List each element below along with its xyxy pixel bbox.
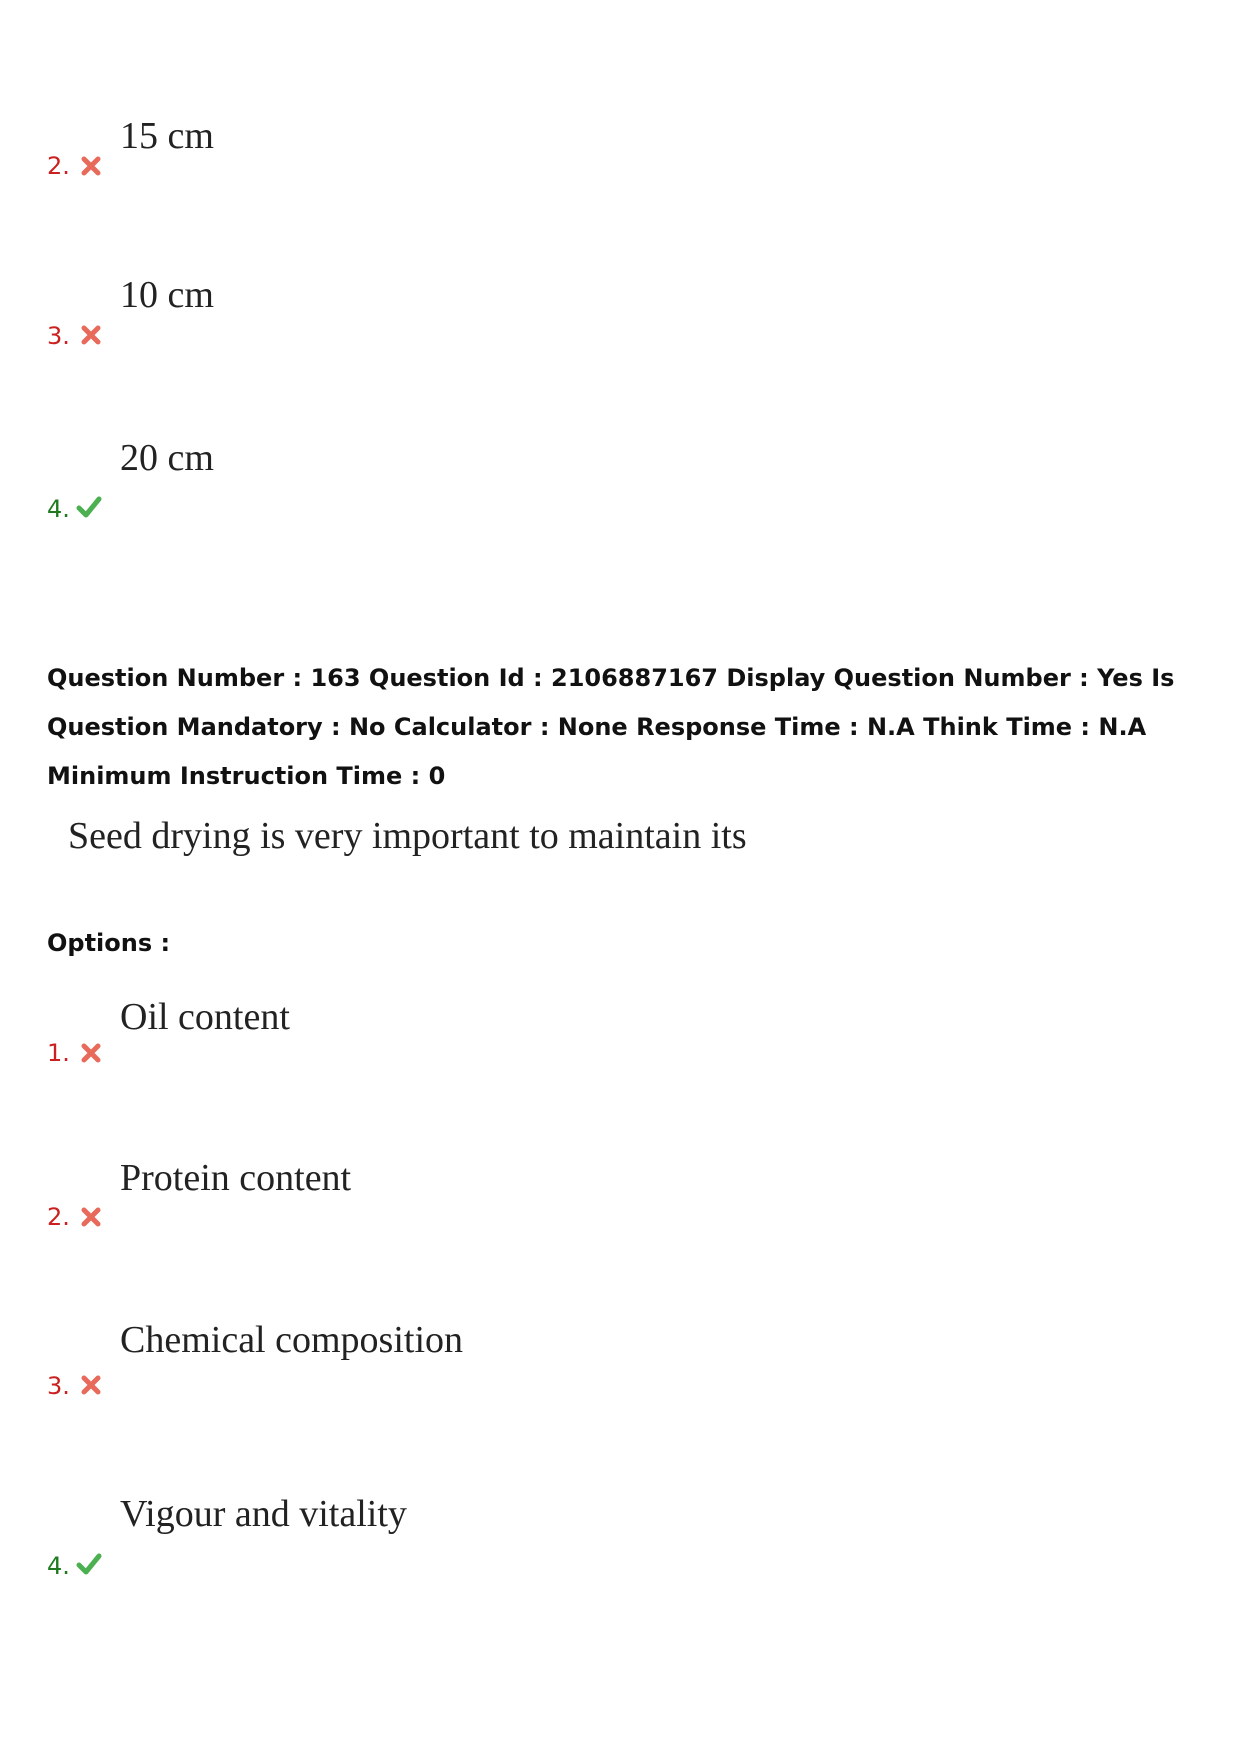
option-text: 10 cm (120, 274, 214, 316)
option-text: Vigour and vitality (120, 1493, 407, 1535)
option-number: 3. (47, 322, 70, 350)
check-icon (76, 1551, 102, 1577)
option-text: Oil content (120, 996, 290, 1038)
option-number: 4. (47, 1552, 70, 1580)
option-number: 2. (47, 152, 70, 180)
question-text: Seed drying is very important to maintain its (68, 815, 747, 857)
option-text: Protein content (120, 1157, 352, 1199)
options-label: Options : (47, 929, 171, 957)
option-number: 1. (47, 1039, 70, 1067)
cross-icon (78, 153, 104, 179)
option-number: 4. (47, 495, 70, 523)
option-number: 2. (47, 1203, 70, 1231)
cross-icon (78, 1372, 104, 1398)
option-number: 3. (47, 1372, 70, 1400)
cross-icon (78, 322, 104, 348)
cross-icon (78, 1040, 104, 1066)
option-text: Chemical composition (120, 1319, 464, 1361)
check-icon (76, 494, 102, 520)
question-meta: Question Number : 163 Question Id : 2106887167 Display Question Number : Yes Is Question Mandatory : No Calculator : None Response Time : N.A Think Time : N.A Minimum Instruction Time : 0 (47, 664, 1175, 790)
option-text: 15 cm (120, 115, 214, 157)
option-text: 20 cm (120, 437, 214, 479)
cross-icon (78, 1204, 104, 1230)
